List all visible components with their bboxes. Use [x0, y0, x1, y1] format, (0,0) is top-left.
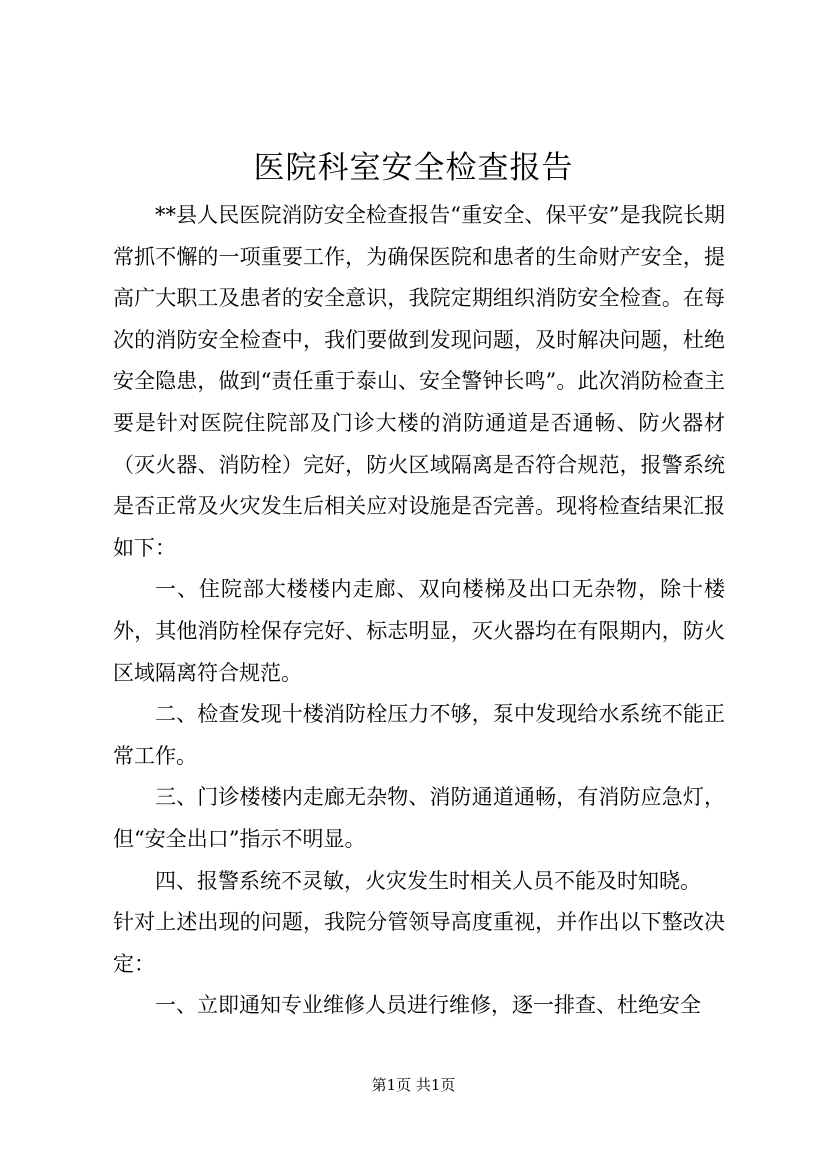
paragraph-finding-1: 一、住院部大楼楼内走廊、双向楼梯及出口无杂物，除十楼外，其他消防栓保存完好、标志明显，灭火器均在有限期内，防火区域隔离符合规范。 [113, 577, 725, 685]
paragraph-finding-3: 三、门诊楼楼内走廊无杂物、消防通道通畅，有消防应急灯，但“安全出口”指示不明显。 [113, 785, 725, 851]
document-body [113, 195, 725, 1027]
paragraph-finding-4: 四、报警系统不灵敏，火灾发生时相关人员不能及时知晓。 [155, 868, 701, 893]
page-footer: 第1页 共1页 [371, 1076, 456, 1094]
paragraph-response: 针对上述出现的问题，我院分管领导高度重视，并作出以下整改决定： [113, 910, 725, 976]
document-title: 医院科室安全检查报告 [253, 150, 574, 186]
paragraph-action-1: 一、立即通知专业维修人员进行维修，逐一排查、杜绝安全 [155, 993, 701, 1018]
paragraph-intro: **县人民医院消防安全检查报告“重安全、保平安”是我院长期常抓不懈的一项重要工作，为确保医院和患者的生命财产安全，提高广大职工及患者的安全意识，我院定期组织消防安全检查。在每次的消防安全检查中，我们要做到发现问题，及时解决问题，杜绝安全隐患，做到“责任重于泰山、安全警钟长鸣”。此次消防检查主要是针对医院住院部及门诊大楼的消防通道是否通畅、防火器材（灭火器、消防栓）完好，防火区域隔离是否符合规范，报警系统是否正常及火灾发生后相关应对设施是否完善。现将检查结果汇报如下： [113, 203, 725, 560]
paragraph-finding-2: 二、检查发现十楼消防栓压力不够，泵中发现给水系统不能正常工作。 [113, 702, 725, 768]
